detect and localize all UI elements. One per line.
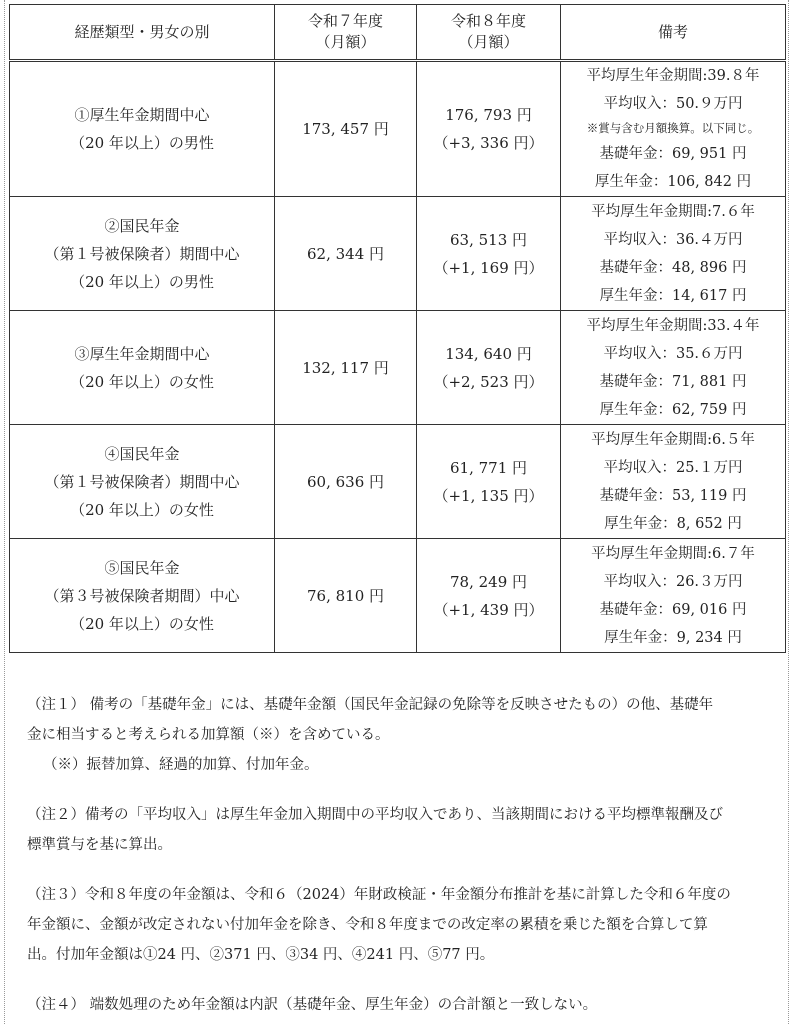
category-line: （20 年以上）の女性 (70, 614, 214, 633)
remarks-line: 平均収入：36.４万円 (603, 231, 743, 248)
r8-cell (417, 61, 561, 197)
r8-change: （+1, 439 円） (433, 600, 544, 619)
remarks-line: 厚生年金：9, 234 円 (604, 629, 742, 646)
category-cell (10, 425, 275, 539)
remarks-cell (561, 311, 786, 425)
r8-change: （+1, 169 円） (433, 258, 544, 277)
header-row (10, 5, 786, 61)
note-line: 年金額に、金額が改定されない付加年金を除き、令和８年度までの改定率の累積を乗じた額を合算して算 (27, 917, 708, 933)
header-r7 (275, 5, 417, 61)
category-line: （第１号被保険者）期間中心 (44, 244, 240, 263)
category-line: （20 年以上）の男性 (70, 134, 214, 152)
remarks-line: 基礎年金：69, 951 円 (599, 146, 747, 162)
note-2 (27, 800, 775, 860)
r8-cell (417, 539, 561, 653)
r8-amount: 63, 513 円 (449, 230, 528, 249)
category-line: （20 年以上）の女性 (70, 500, 214, 519)
remarks-line: 基礎年金：69, 016 円 (599, 601, 747, 618)
category-line: ⑤国民年金 (104, 558, 180, 577)
r8-cell (417, 425, 561, 539)
category-line: （第３号被保険者期間）中心 (44, 586, 240, 605)
category-cell (10, 197, 275, 311)
r8-change: （+3, 336 円） (433, 134, 544, 152)
category-line: （第１号被保険者）期間中心 (44, 472, 240, 491)
remarks-line: 平均収入：26.３万円 (603, 573, 743, 590)
category-line: ①厚生年金期間中心 (74, 106, 210, 124)
remarks-line: 基礎年金：48, 896 円 (599, 259, 747, 276)
pension-table (9, 4, 786, 653)
remarks-line: 平均厚生年金期間:7.６年 (591, 203, 755, 220)
note-1 (27, 690, 775, 780)
table-row (10, 539, 786, 653)
r8-cell (417, 197, 561, 311)
r8-change: （+2, 523 円） (433, 372, 544, 391)
note-4 (27, 990, 775, 1020)
remarks-line: 厚生年金：62, 759 円 (599, 401, 747, 418)
remarks-line: 平均収入：35.６万円 (603, 345, 743, 362)
remarks-line: 基礎年金：71, 881 円 (599, 373, 747, 390)
r8-amount: 78, 249 円 (449, 572, 528, 591)
remarks-line: 基礎年金：53, 119 円 (599, 487, 747, 504)
note-line: 出。付加年金額は①24 円、②371 円、③34 円、④241 円、⑤77 円。 (27, 947, 495, 963)
remarks-cell (561, 425, 786, 539)
category-line: （20 年以上）の女性 (70, 372, 214, 391)
r7-amount: 62, 344 円 (275, 197, 417, 311)
header-r8 (417, 5, 561, 61)
remarks-cell (561, 61, 786, 197)
category-line: （20 年以上）の男性 (70, 272, 214, 291)
header-r8-line2: （月額） (458, 33, 519, 51)
remarks-line: 平均収入：50.９万円 (603, 96, 743, 112)
r8-change: （+1, 135 円） (433, 486, 544, 505)
r7-amount: 132, 117 円 (275, 311, 417, 425)
table-row (10, 425, 786, 539)
remarks-footnote: ※賞与含む月額換算。以下同じ。 (586, 121, 760, 135)
note-line: 標準賞与を基に算出。 (27, 837, 172, 853)
r8-cell (417, 311, 561, 425)
category-line: ③厚生年金期間中心 (74, 344, 210, 363)
category-cell (10, 311, 275, 425)
r7-amount: 76, 810 円 (275, 539, 417, 653)
remarks-line: 厚生年金：106, 842 円 (594, 174, 752, 190)
note-line: 金に相当すると考えられる加算額（※）を含めている。 (27, 727, 390, 743)
category-line: ④国民年金 (104, 444, 180, 463)
table-row (10, 61, 786, 197)
r8-amount: 61, 771 円 (449, 458, 528, 477)
r7-amount: 60, 636 円 (275, 425, 417, 539)
note-line: （注３）令和８年度の年金額は、令和６（2024）年財政検証・年金額分布推計を基に計算した令和６年度の (27, 887, 731, 903)
remarks-line: 平均厚生年金期間:6.７年 (591, 545, 755, 562)
table-row (10, 311, 786, 425)
table-row (10, 197, 786, 311)
category-cell (10, 539, 275, 653)
header-type: 経歴類型・男女の別 (10, 5, 275, 61)
notes-section (27, 690, 775, 1020)
remarks-cell (561, 539, 786, 653)
note-sub-line: （※）振替加算、経過的加算、付加年金。 (43, 757, 319, 773)
note-line: （注４） 端数処理のため年金額は内訳（基礎年金、厚生年金）の合計額と一致しない。 (27, 997, 598, 1013)
header-remarks: 備考 (561, 5, 786, 61)
r8-amount: 134, 640 円 (445, 344, 532, 363)
remarks-line: 平均厚生年金期間:33.４年 (586, 317, 760, 334)
remarks-line: 平均収入：25.１万円 (603, 459, 743, 476)
note-line: （注１） 備考の「基礎年金」には、基礎年金額（国民年金記録の免除等を反映させたもの）の他、基礎年 (27, 697, 714, 713)
r8-amount: 176, 793 円 (445, 106, 532, 124)
r7-amount: 173, 457 円 (275, 61, 417, 197)
remarks-cell (561, 197, 786, 311)
category-cell (10, 61, 275, 197)
remarks-line: 厚生年金：14, 617 円 (599, 287, 747, 304)
note-line: （注２）備考の「平均収入」は厚生年金加入期間中の平均収入であり、当該期間における平均標準報酬及び (27, 807, 723, 823)
note-3 (27, 880, 775, 970)
header-r7-line1: 令和７年度 (307, 12, 383, 30)
remarks-line: 平均厚生年金期間:39.８年 (586, 68, 760, 84)
remarks-line: 厚生年金：8, 652 円 (604, 515, 742, 532)
header-r7-line2: （月額） (315, 33, 376, 51)
header-r8-line1: 令和８年度 (450, 12, 526, 30)
category-line: ②国民年金 (104, 216, 180, 235)
remarks-line: 平均厚生年金期間:6.５年 (591, 431, 755, 448)
